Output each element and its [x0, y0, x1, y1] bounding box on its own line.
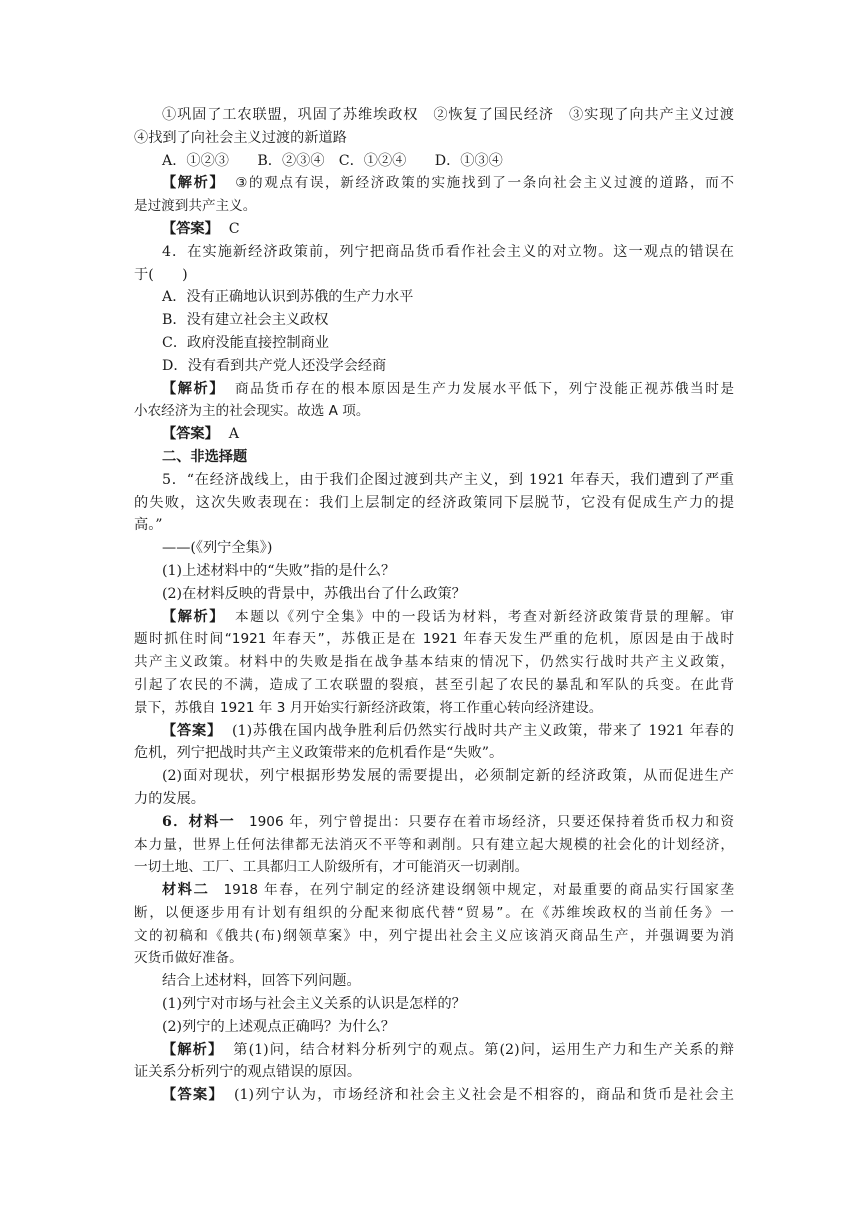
- q6-material-1-text: 1906 年，列宁曾提出：只要存在着市场经济，只要还保持着货币权力和资: [249, 813, 734, 830]
- q5-analysis-cont4: 景下，苏俄自 1921 年 3 月开始实行新经济政策，将工作重心转向经济建设。: [134, 699, 603, 716]
- q4-analysis: [134, 378, 734, 401]
- q4-analysis-text: 商品货币存在的根本原因是生产力发展水平低下，列宁没能正视苏俄当时是: [235, 380, 734, 397]
- q6-subquestion-1: (1)列宁对市场与社会主义关系的认识是怎样的？: [162, 996, 466, 1013]
- q4-option-a: A．没有正确地认识到苏俄的生产力水平: [162, 289, 414, 306]
- q6-material-1-cont1: 本力量，世界上任何法律都无法消灭不平等和剥削。只有建立起大规模的社会化的计划经济，: [134, 836, 734, 853]
- q3-analysis: [134, 172, 734, 195]
- q5-analysis-cont2: 共产主义政策。材料中的失败是指在战争基本结束的情况下，仍然实行战时共产主义政策，: [134, 654, 734, 671]
- q5-answer-cont1: 危机，列宁把战时共产主义政策带来的危机看作是“失败”。: [134, 745, 504, 762]
- q4-answer-value: A: [228, 426, 240, 443]
- q4-answer: [134, 423, 734, 446]
- q6-answer: [134, 1084, 734, 1107]
- q3-choices: A．①②③ B．②③④ C．①②④ D．①③④: [162, 152, 503, 169]
- q5-subquestion-2: (2)在材料反映的背景中，苏俄出台了什么政策？: [162, 585, 466, 602]
- q6-material-2-text: 1918 年春，在列宁制定的经济建设纲领中规定，对最重要的商品实行国家垄: [223, 882, 734, 899]
- q5-analysis-cont3: 引起了农民的不满，造成了工农联盟的裂痕，甚至引起了农民的暴乱和军队的兵变。在此背: [134, 676, 734, 693]
- analysis-tag: 【解析】: [162, 1041, 224, 1058]
- q6-prompt: 结合上述材料，回答下列问题。: [162, 973, 361, 990]
- q6-material-2: [134, 879, 734, 902]
- analysis-tag: 【解析】: [162, 608, 226, 625]
- answer-tag: 【答案】: [162, 1087, 224, 1104]
- q6-material-2-tag: 材料二: [162, 882, 210, 899]
- q3-analysis-cont: 是过渡到共产主义。: [134, 198, 257, 215]
- q5-stem: 5．“在经济战线上，由于我们企图过渡到共产主义，到 1921 年春天，我们遭到了严重: [162, 471, 734, 488]
- answer-tag: 【答案】: [162, 426, 219, 443]
- q6-material-1-cont2: 一切土地、工厂、工具都归工人阶级所有，才可能消灭一切剥削。: [134, 859, 529, 876]
- q3-options-line1: ①巩固了工农联盟，巩固了苏维埃政权 ②恢复了国民经济 ③实现了向共产主义过渡: [162, 107, 734, 123]
- q4-option-d: D．没有看到共产党人还没学会经商: [162, 357, 387, 374]
- q5-stem-cont2: 高。”: [134, 517, 163, 534]
- q6-analysis: [134, 1039, 734, 1062]
- q4-option-c: C．政府没能直接控制商业: [162, 334, 329, 351]
- document-page: [134, 104, 734, 1107]
- q5-analysis-text: 本题以《列宁全集》中的一段话为材料，考查对新经济政策背景的理解。审: [235, 608, 734, 625]
- answer-tag: 【答案】: [162, 220, 219, 237]
- q4-stem: 4．在实施新经济政策前，列宁把商品货币看作社会主义的对立物。这一观点的错误在: [162, 243, 734, 260]
- q5-answer-text: (1)苏俄在国内战争胜利后仍然实行战时共产主义政策，带来了 1921 年春的: [232, 722, 734, 739]
- q4-analysis-cont: 小农经济为主的社会现实。故选 A 项。: [134, 403, 370, 420]
- q5-subquestion-1: (1)上述材料中的“失败”指的是什么？: [162, 562, 396, 579]
- analysis-tag: 【解析】: [162, 380, 226, 397]
- q5-stem-cont1: 的失败，这次失败表现在：我们上层制定的经济政策同下层脱节，它没有促成生产力的提: [134, 494, 734, 511]
- q4-stem-cont: 于( ): [134, 266, 188, 283]
- q6-material-1: [134, 811, 734, 834]
- q5-answer: [134, 720, 734, 743]
- q5-answer-cont3: 力的发展。: [134, 790, 205, 807]
- q5-answer-cont2: (2)面对现状，列宁根据形势发展的需要提出，必须制定新的经济政策，从而促进生产: [162, 768, 734, 785]
- q3-answer-value: C: [228, 220, 240, 237]
- q5-source: ——(《列宁全集》): [162, 540, 273, 557]
- q6-material-2-cont1: 断，以便逐步用有计划有组织的分配来彻底代替“贸易”。在《苏维埃政权的当前任务》一: [134, 904, 734, 921]
- answer-tag: 【答案】: [162, 722, 223, 739]
- q5-analysis-cont1: 题时抓住时间“1921 年春天”，苏俄正是在 1921 年春天发生严重的危机，原因是由于战时: [134, 631, 734, 648]
- q3-options-line2: ④找到了向社会主义过渡的新道路: [134, 129, 347, 146]
- section-heading: 二、非选择题: [162, 448, 248, 465]
- q6-material-2-cont3: 灭货币做好准备。: [134, 950, 243, 967]
- q6-material-2-cont2: 文的初稿和《俄共(布)纲领草案》中，列宁提出社会主义应该消灭商品生产，并强调要为消: [134, 927, 734, 944]
- q3-answer: [134, 218, 734, 241]
- analysis-tag: 【解析】: [162, 175, 226, 192]
- q6-answer-text: (1)列宁认为，市场经济和社会主义社会是不相容的，商品和货币是社会主: [233, 1087, 734, 1104]
- q3-analysis-text: ③的观点有误，新经济政策的实施找到了一条向社会主义过渡的道路，而不: [235, 175, 734, 192]
- q6-subquestion-2: (2)列宁的上述观点正确吗？为什么？: [162, 1018, 395, 1035]
- q5-analysis: [134, 606, 734, 629]
- q6-analysis-text: 第(1)问，结合材料分析列宁的观点。第(2)问，运用生产力和生产关系的辩: [233, 1041, 734, 1058]
- q6-material-1-tag: 6．材料一: [162, 813, 235, 830]
- q6-analysis-cont: 证关系分析列宁的观点错误的原因。: [134, 1064, 362, 1081]
- q4-option-b: B．没有建立社会主义政权: [162, 312, 329, 329]
